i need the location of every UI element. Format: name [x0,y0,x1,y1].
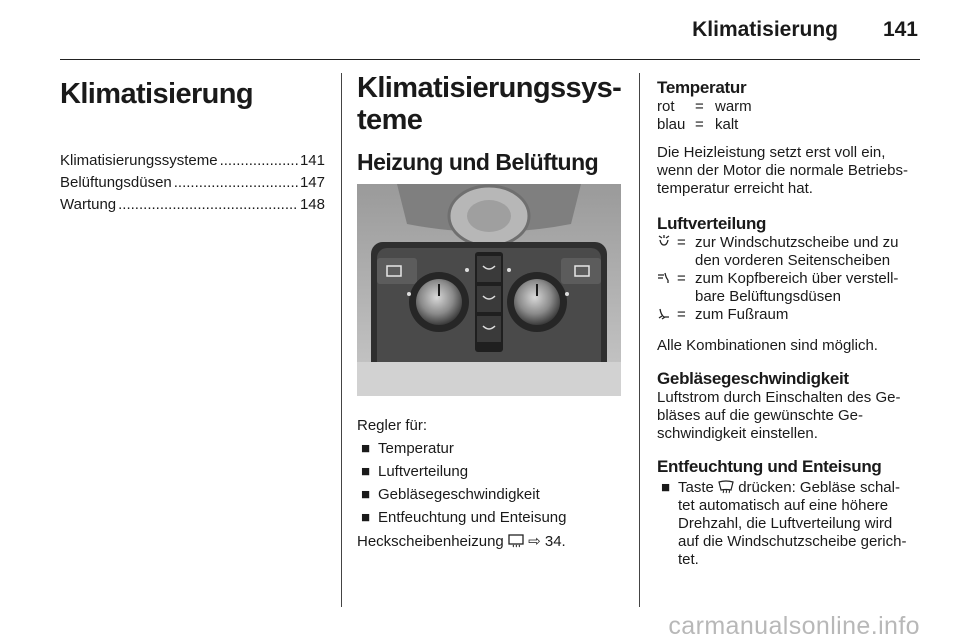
toc-entry-label: Klimatisierungssysteme [60,152,218,169]
text-line: auf die Windschutzscheibe gerich- [678,533,907,550]
definition-key: rot [657,98,675,115]
definition-equals: = [695,98,704,115]
bullet-square-icon: ■ [361,463,371,480]
text-line: schwindigkeit einstellen. [657,425,818,442]
list-item-text: Luftverteilung [378,463,469,480]
text-line: Luftstrom durch Einschalten des Ge- [657,389,901,406]
watermark: carmanualsonline.info [668,612,920,640]
page-number: 141 [882,18,918,41]
definition-equals: = [677,306,686,323]
toc-leader-dots [174,174,298,192]
toc-leader-dots [220,152,298,170]
text-line: Die Heizleistung setzt erst voll ein, [657,144,886,161]
paragraph [657,389,922,443]
text-line: zur Windschutzscheibe und zu [695,234,899,251]
toc-entry[interactable] [60,174,325,196]
definition-value [695,234,922,270]
column-climate-details [657,72,922,569]
column-contents [60,72,325,218]
rear-heating-ref: 34. [544,533,566,550]
definition-equals: = [695,116,704,133]
text-line: tet. [678,551,699,568]
bullet-square-icon: ■ [661,479,671,496]
text-line: bläses auf die gewünschte Ge- [657,407,863,424]
header-rule [60,59,920,60]
definition-row [657,270,922,306]
text-line: tet automatisch auf eine höhere [678,497,889,514]
text-line: drücken: Gebläse schal- [738,479,900,496]
definition-value: zum Fußraum [695,306,789,323]
text-line: bare Belüftungsdüsen [695,288,841,305]
section-heading-line1: Klimatisierungssys- [357,72,622,104]
definition-equals: = [677,234,686,251]
bullet-square-icon: ■ [361,509,371,526]
bullet-square-icon: ■ [361,440,371,457]
definition-value: kalt [715,116,739,133]
text-line: den vorderen Seitenscheiben [695,252,891,269]
list-item [357,440,623,458]
climate-control-panel-photo [357,184,621,396]
bullet-square-icon: ■ [361,486,371,503]
head-airflow-icon [657,270,677,306]
definition-key: blau [657,116,686,133]
text-line: Drehzahl, die Luftverteilung wird [678,515,893,532]
definition-row [657,234,922,270]
rear-window-heating-icon [508,534,524,548]
table-of-contents [60,152,325,218]
list-item-text [678,479,906,569]
definition-row [657,98,922,116]
column-divider-2 [639,73,640,607]
defrost-heading: Entfeuchtung und Enteisung [657,457,882,476]
rear-heating-text: Heckscheibenheizung [357,533,504,550]
windshield-airflow-icon [657,234,677,270]
rear-window-heating-ref [357,533,623,551]
controls-intro: Regler für: [357,417,428,434]
paragraph: Alle Kombinationen sind möglich. [657,337,878,354]
list-item-text: Entfeuchtung und Enteisung [378,509,567,526]
fan-speed-heading: Gebläsegeschwindigkeit [657,369,849,388]
definition-row [657,116,922,134]
text-line: Taste [678,479,714,496]
column-divider-1 [341,73,342,607]
defrost-windshield-icon [718,480,734,494]
subsection-heading: Heizung und Belüftung [357,149,599,175]
toc-leader-dots [118,196,298,214]
chapter-heading: Klimatisierung [60,78,254,110]
toc-entry-page: 147 [299,174,325,191]
definition-value [695,270,922,306]
text-line: temperatur erreicht hat. [657,180,813,197]
page-reference-arrow-icon: ⇨ [528,533,541,550]
definition-equals: = [677,270,686,287]
text-line: zum Kopfbereich über verstell- [695,270,899,287]
column-climate-systems [357,72,623,551]
temperature-heading: Temperatur [657,78,747,97]
toc-entry-page: 148 [299,196,325,213]
list-item-text: Gebläsegeschwindigkeit [378,486,540,503]
section-heading-line2: teme [357,104,423,136]
toc-entry-label: Belüftungsdüsen [60,174,172,191]
list-item [357,486,623,504]
list-item [357,463,623,481]
list-item [357,509,623,527]
footwell-airflow-icon [657,306,677,325]
toc-entry[interactable] [60,196,325,218]
definition-value: warm [715,98,752,115]
toc-entry-page: 141 [299,152,325,169]
paragraph [657,144,922,198]
toc-entry-label: Wartung [60,196,117,213]
list-item-text: Temperatur [378,440,454,457]
definition-row [657,306,922,325]
list-item [657,479,922,569]
text-line: wenn der Motor die normale Betriebs- [657,162,908,179]
air-distribution-heading: Luftverteilung [657,214,767,233]
toc-entry[interactable] [60,152,325,174]
running-header-title: Klimatisierung [692,18,838,41]
